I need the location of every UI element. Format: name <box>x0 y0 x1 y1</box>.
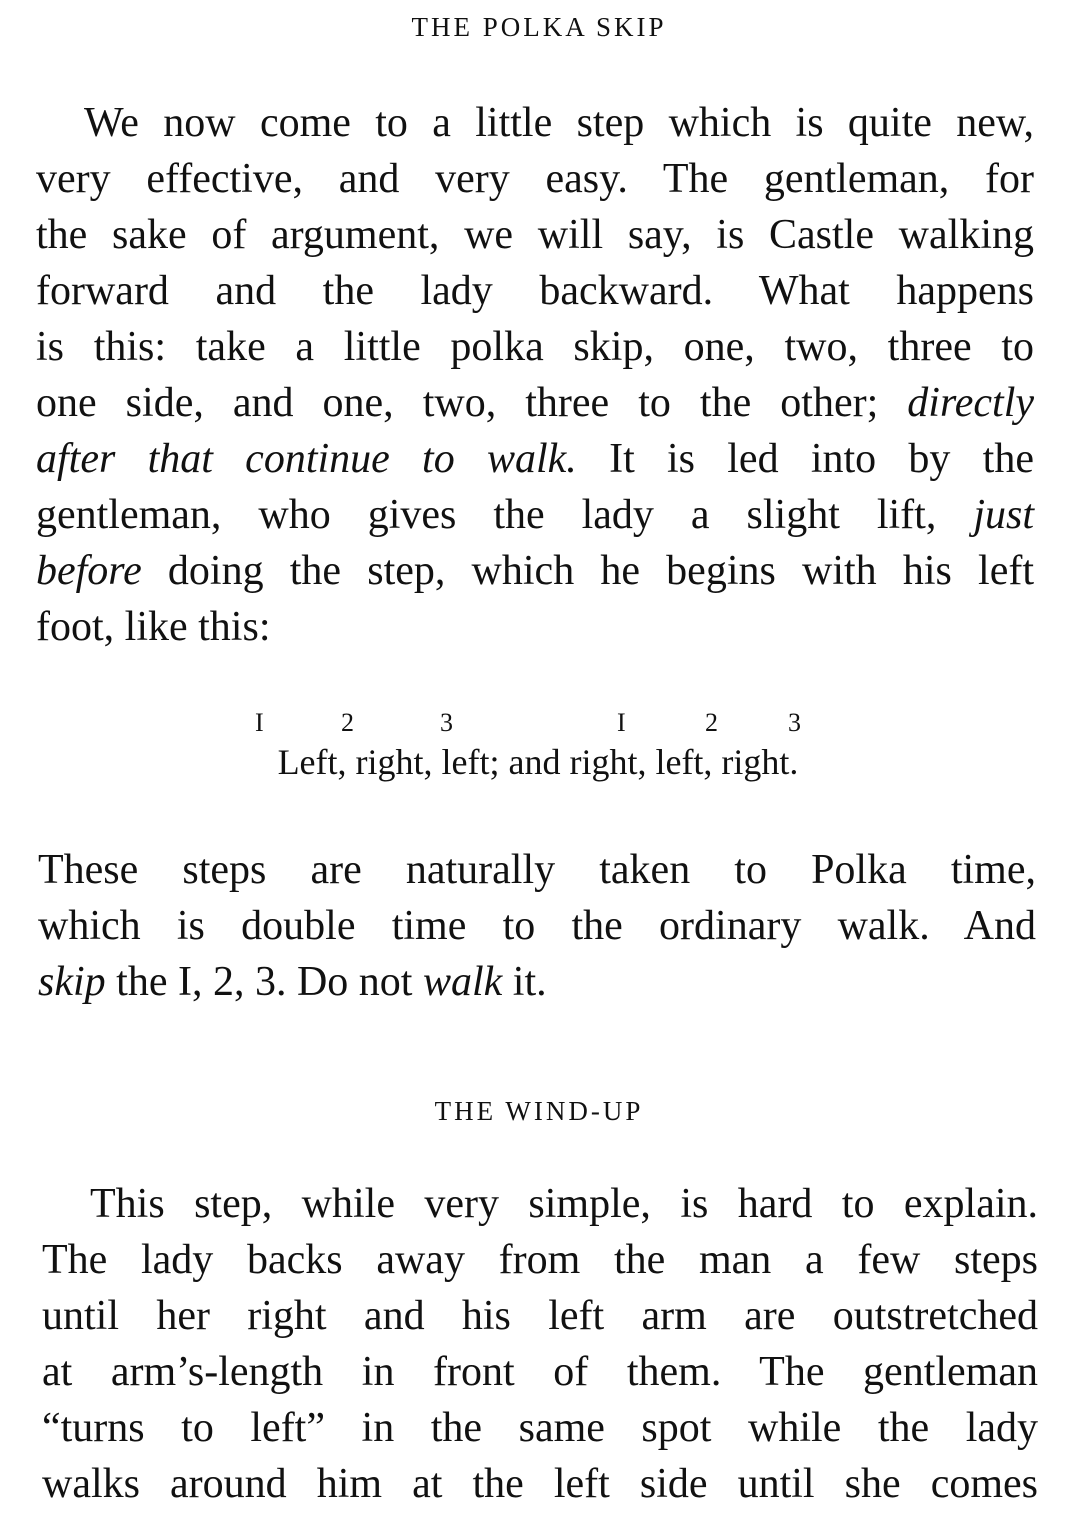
text-line: We now come to a little step which is quite new, <box>84 100 1034 146</box>
text-line: before doing the step, which he begins with his left <box>36 548 1034 594</box>
text-line: The lady backs away from the man a few steps <box>42 1237 1038 1283</box>
text-line: “turns to left” in the same spot while the lady <box>42 1405 1038 1451</box>
text-line: until her right and his left arm are outstretched <box>42 1293 1038 1339</box>
paragraph-polka-time <box>38 842 1036 1010</box>
text-line: foot, like this: <box>36 604 271 650</box>
count-number: 3 <box>440 708 453 737</box>
italic-text: before <box>36 548 142 594</box>
text-line: one side, and one, two, three to the other; directly <box>36 380 1035 426</box>
paragraph-wind-up <box>42 1176 1038 1512</box>
italic-text: just <box>973 492 1035 538</box>
section-heading-polka-skip: THE POLKA SKIP <box>411 12 667 42</box>
count-number: 2 <box>341 708 354 737</box>
italic-text: after that continue to walk. <box>36 436 577 482</box>
text-line: which is double time to the ordinary walk. And <box>38 903 1036 949</box>
paragraph-polka-skip-intro <box>36 95 1034 655</box>
italic-text: directly <box>907 380 1035 426</box>
text-line: These steps are naturally taken to Polka time, <box>38 847 1036 893</box>
count-number: 3 <box>788 708 801 737</box>
count-number: 2 <box>705 708 718 737</box>
text-line: forward and the lady backward. What happens <box>36 268 1034 314</box>
step-sequence-line: Left, right, left; and right, left, right. <box>277 742 799 782</box>
text-line: is this: take a little polka skip, one, two, three to <box>36 324 1034 370</box>
italic-text: walk <box>422 959 503 1005</box>
step-count-numbers <box>0 710 1078 740</box>
section-heading-wind-up: THE WIND-UP <box>434 1096 644 1126</box>
text-line: after that continue to walk. It is led into by the <box>36 436 1034 482</box>
text-line: walks around him at the left side until she comes <box>42 1461 1038 1507</box>
text-line: at arm’s-length in front of them. The gentleman <box>42 1349 1038 1395</box>
text-line: very effective, and very easy. The gentleman, for <box>36 156 1034 202</box>
text-line: skip the I, 2, 3. Do not walk it. <box>38 959 547 1005</box>
count-number: I <box>255 708 264 737</box>
text-line: the sake of argument, we will say, is Castle walking <box>36 212 1034 258</box>
text-line: This step, while very simple, is hard to explain. <box>90 1181 1038 1227</box>
count-number: I <box>617 708 626 737</box>
text-line: gentleman, who gives the lady a slight lift, just <box>36 492 1035 538</box>
italic-text: skip <box>38 959 106 1005</box>
